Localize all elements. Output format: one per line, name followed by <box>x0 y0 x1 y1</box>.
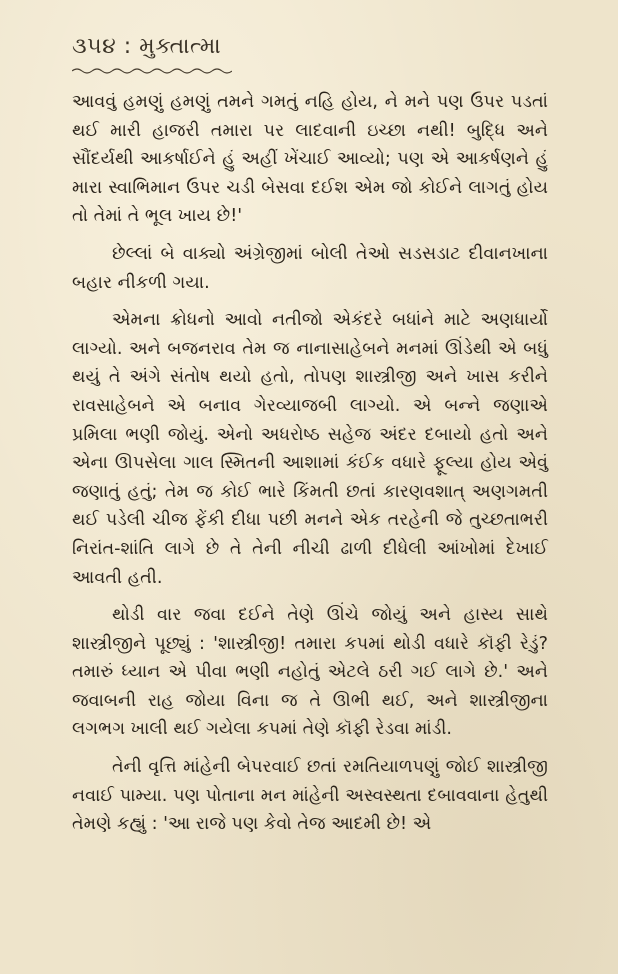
running-header <box>72 34 221 59</box>
paragraph: છેલ્લાં બે વાક્યો અંગ્રેજીમાં બોલી તેઓ સડસડાટ દીવાનખાના બહાર નીકળી ગયા. <box>72 243 548 293</box>
paragraph: થોડી વાર જવા દઈને તેણે ઊંચે જોયું અને હાસ્ય સાથે શાસ્ત્રીજીને પૂછ્યું : 'શાસ્ત્રીજી! તમારા કપમાં થોડી વધારે કૉફી રેડું? તમારું ધ્યાન એ પીવા ભણી નહોતું એટલે ઠરી ગઈ લાગે છે.' અને જવાબની રાહ જોયા વિના જ તે ઊભી થઈ, અને શાસ્ત્રીજીના લગભગ ખાલી થઈ ગયેલા કપમાં તેણે કૉફી રેડવા માંડી. <box>72 605 548 740</box>
paragraph: આવવું હમણું હમણું તમને ગમતું નહિ હોય, ને મને પણ ઉપર પડતાં થઈ મારી હાજરી તમારા પર લાદવાની ઇચ્છા નથી! બુદ્ધિ અને સૌંદર્યથી આકર્ષાઈને હું અહીં ખેંચાઈ આવ્યો; પણ એ આકર્ષણને હું મારા સ્વાભિમાન ઉપર ચડી બેસવા દઈશ એમ જો કોઈને લાગતું હોય તો તેમાં તે ભૂલ ખાય છે!' <box>72 92 548 227</box>
running-title: મુક્તાત્મા <box>139 34 222 59</box>
body-text <box>72 88 548 848</box>
header-separator: : <box>123 34 132 59</box>
wavy-underline-ornament <box>72 66 232 76</box>
page-number: ૩૫૪ <box>72 34 117 59</box>
paragraph: તેની વૃત્તિ માંહેની બેપરવાઈ છતાં રમતિયાળપણું જોઈ શાસ્ત્રીજી નવાઈ પામ્યા. પણ પોતાના મન માંહેની અસ્વસ્થતા દબાવવાના હેતુથી તેમણે કહ્યું : 'આ રાજે પણ કેવો તેજ આદમી છે! એ <box>72 757 548 835</box>
paragraph: એમના ક્રોધનો આવો નતીજો એકંદરે બધાંને માટે અણધાર્યો લાગ્યો. અને બજનરાવ તેમ જ નાનાસાહેબને મનમાં ઊંડેથી એ બધું થયું તે અંગે સંતોષ થયો હતો, તોપણ શાસ્ત્રીજી અને ખાસ કરીને રાવસાહેબને એ બનાવ ગેરવ્યાજબી લાગ્યો. એ બન્ને જણાએ પ્રમિલા ભણી જોયું. એનો અધરોષ્ઠ સહેજ અંદર દબાયો હતો અને એના ઊપસેલા ગાલ સ્મિતની આશામાં કંઈક વધારે ફૂલ્યા હોય એવું જણાતું હતું; તેમ જ કોઈ ભારે કિંમતી છતાં કારણવશાત્ અણગમતી થઈ પડેલી ચીજ ફેંકી દીધા પછી મનને એક તરહેની જે તુચ્છતાભરી નિરાંત-શાંતિ લાગે છે તે તેની નીચી ઢાળી દીધેલી આંખોમાં દેખાઈ આવતી હતી. <box>72 310 548 588</box>
